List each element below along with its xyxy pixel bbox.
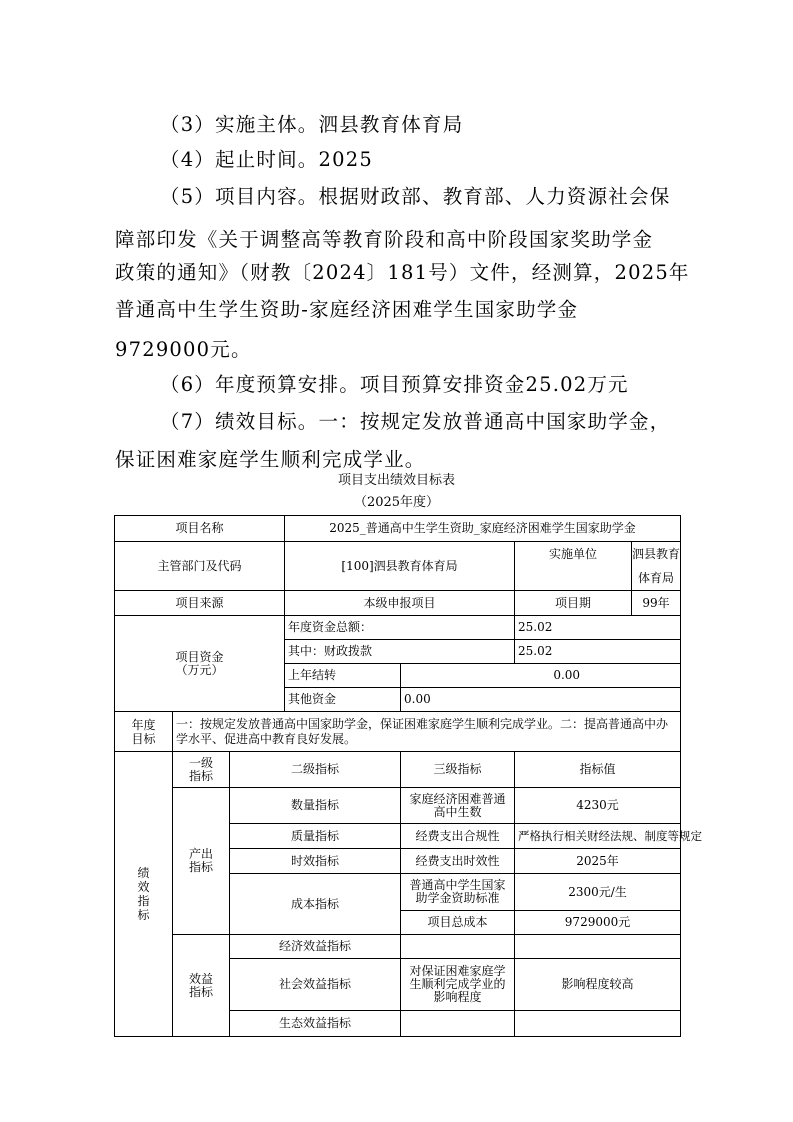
timeliness-l3: 经费支出时效性 <box>401 849 515 874</box>
impl-unit-value: 泗县教育体育局 <box>632 547 681 585</box>
source-label: 项目来源 <box>115 591 285 616</box>
paragraph-content-line1: （5）项目内容。根据财政部、教育部、人力资源社会保 <box>160 185 671 208</box>
quantity-l3: 家庭经济困难普通高中生数 <box>401 788 515 824</box>
funds-label <box>115 616 285 712</box>
table-row <box>115 591 681 616</box>
table-row <box>115 712 681 752</box>
impl-unit-label: 实施单位 <box>515 542 632 590</box>
project-name-label: 项目名称 <box>115 516 285 542</box>
period-value: 99年 <box>642 596 670 610</box>
dept-value: [100]泗县教育体育局 <box>285 542 515 591</box>
other-funds-label: 其他资金 <box>285 688 401 712</box>
ecological-benefit-l3 <box>401 1011 515 1037</box>
paragraph-content-line5: 9729000元。 <box>115 338 252 361</box>
performance-table <box>114 515 703 1037</box>
carryover-value: 0.00 <box>401 664 681 688</box>
table-title: 项目支出绩效目标表 <box>337 473 455 488</box>
table-year: （2025年度） <box>353 495 440 510</box>
total-cost-l3: 项目总成本 <box>401 911 515 935</box>
social-benefit-l3: 对保证困难家庭学生顺利完成学业的影响程度 <box>401 959 515 1011</box>
header-level1 <box>173 752 230 788</box>
funds-label-line2: （万元） <box>175 662 224 677</box>
paragraph-goal-line2: 保证困难家庭学生顺利完成学业。 <box>115 448 426 471</box>
period-cell <box>515 591 681 616</box>
economic-benefit-value <box>515 935 681 959</box>
header-value: 指标值 <box>515 752 681 788</box>
period-label: 项目期 <box>515 591 632 615</box>
paragraph-content-line2: 障部印发《关于调整高等教育阶段和高中阶段国家奖助学金 <box>115 228 654 251</box>
ecological-benefit-label: 生态效益指标 <box>230 1011 401 1037</box>
header-level3: 三级指标 <box>401 752 515 788</box>
total-cost-value: 9729000元 <box>515 911 681 935</box>
benefit-indicators-label-text: 效益指标 <box>188 971 213 999</box>
benefit-indicators-label <box>173 935 230 1037</box>
table-row <box>115 616 681 640</box>
funds-label-line1: 项目资金 <box>175 649 224 664</box>
table-row <box>115 516 681 542</box>
annual-goal-label <box>115 712 173 752</box>
paragraph-period: （4）起止时间。2025 <box>160 148 373 171</box>
social-benefit-value: 影响程度较高 <box>515 959 681 1011</box>
carryover-label: 上年结转 <box>285 664 401 688</box>
fiscal-label: 其中：财政拨款 <box>285 640 515 664</box>
paragraph-content-line4: 普通高中生学生资助-家庭经济困难学生国家助学金 <box>115 298 579 321</box>
quality-label: 质量指标 <box>230 824 401 849</box>
social-benefit-label: 社会效益指标 <box>230 959 401 1011</box>
quantity-label: 数量指标 <box>230 788 401 824</box>
table-row <box>115 935 681 959</box>
impl-unit-cell <box>515 542 681 591</box>
output-indicators-label <box>173 788 230 935</box>
project-name-value: 2025_普通高中生学生资助_家庭经济困难学生国家助学金 <box>285 516 681 542</box>
paragraph-implementer: （3）实施主体。泗县教育体育局 <box>160 113 464 136</box>
cost-label: 成本指标 <box>230 874 401 935</box>
output-indicators-label-text: 产出指标 <box>188 847 213 874</box>
economic-benefit-l3 <box>401 935 515 959</box>
other-funds-value: 0.00 <box>401 688 681 712</box>
quality-l3: 经费支出合规性 <box>401 824 515 849</box>
cost-standard-value: 2300元/生 <box>515 874 681 911</box>
cost-standard-l3: 普通高中学生国家助学金资助标准 <box>401 874 515 911</box>
timeliness-label: 时效指标 <box>230 849 401 874</box>
perf-indicators-label-text: 绩效指标 <box>137 866 150 922</box>
economic-benefit-label: 经济效益指标 <box>230 935 401 959</box>
fiscal-value: 25.02 <box>515 640 681 664</box>
quality-value: 严格执行相关财经法规、制度等规定 <box>515 824 681 849</box>
annual-goal-label-text: 年度目标 <box>131 717 156 746</box>
header-level1-text: 一级指标 <box>188 755 213 783</box>
table-row <box>115 752 681 788</box>
source-value: 本级申报项目 <box>285 591 515 616</box>
quantity-value: 4230元 <box>515 788 681 824</box>
ecological-benefit-value <box>515 1011 681 1037</box>
dept-label: 主管部门及代码 <box>115 542 285 591</box>
annual-total-value: 25.02 <box>515 616 681 640</box>
annual-goal-text: 一：按规定发放普通高中国家助学金，保证困难家庭学生顺利完成学业。二：提高普通高中办学水平、促进高中教育良好发展。 <box>173 712 681 752</box>
header-level2: 二级指标 <box>230 752 401 788</box>
table-row <box>115 788 681 824</box>
paragraph-goal-line1: （7）绩效目标。一：按规定发放普通高中国家助学金， <box>160 410 671 433</box>
timeliness-value: 2025年 <box>515 849 681 874</box>
paragraph-content-line3: 政策的通知》（财教〔2024〕181号）文件，经测算，2025年 <box>115 261 690 284</box>
paragraph-budget: （6）年度预算安排。项目预算安排资金25.02万元 <box>160 373 629 396</box>
table-row <box>115 542 681 591</box>
annual-total-label: 年度资金总额： <box>285 616 515 640</box>
perf-indicators-label <box>115 752 173 1037</box>
